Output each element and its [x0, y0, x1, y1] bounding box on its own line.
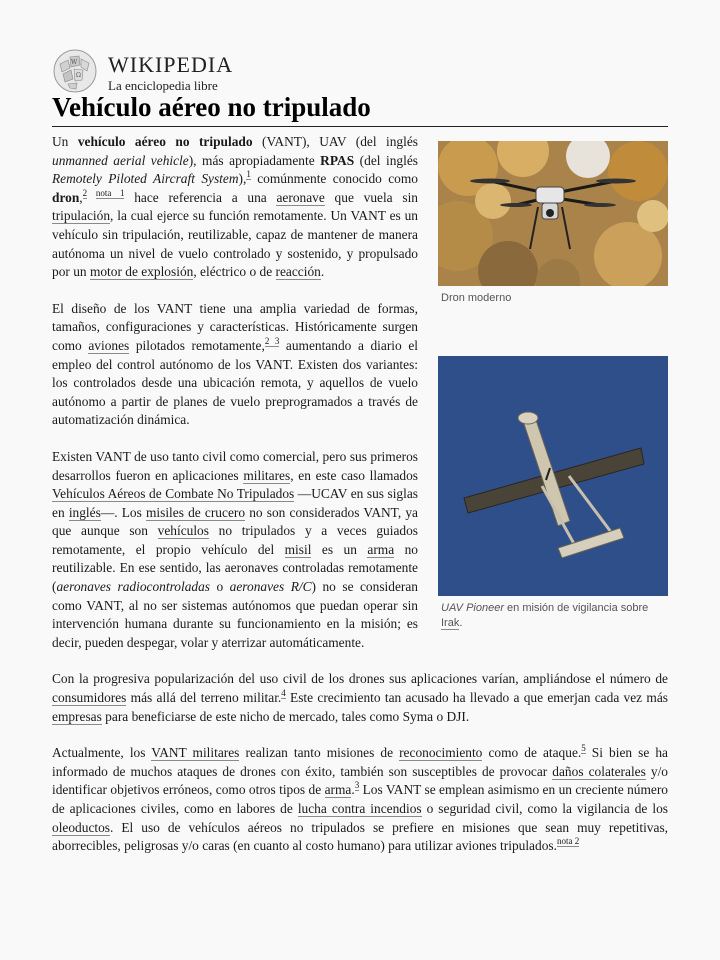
text: (del inglés	[354, 152, 418, 168]
figure-quadcopter	[438, 141, 668, 631]
text: Un	[52, 134, 78, 149]
link-tripulacion[interactable]: tripulación	[52, 208, 111, 224]
term-bold: RPAS	[320, 152, 355, 168]
text: no tripulados y a veces guiados remotamente, el propio vehículo del	[52, 523, 418, 557]
text: realizan tanto misiones de	[239, 745, 400, 761]
text: (VANT), UAV (del inglés	[252, 134, 419, 149]
text: y/o identificar objetivos erróneos, como otros tipos de	[52, 763, 668, 798]
wikipedia-globe-icon[interactable]	[52, 48, 98, 94]
title-divider	[52, 126, 668, 127]
link-aeronave[interactable]: aeronave	[276, 189, 325, 205]
text: aumentando a diario el empleo del control autónomo de los VANT. Existen dos variantes: los controlados desde una ubicación remota, y aquellos de vuelo autónomo a partir de planes de vuelo preprogramados a través de automatización dinámica.	[52, 337, 418, 428]
link-motor-explosion[interactable]: motor de explosión	[89, 264, 194, 280]
reference-link[interactable]: 5	[581, 743, 586, 754]
text: ) no se consideran como VANT, al no ser sistemas autónomos que puedan operar sin intervención humana durante su funcionamiento en la misión; es decir, pueden despegar, volar y aterrizar automáticamente.	[52, 579, 418, 650]
text: Si bien se ha informado de muchos ataques de drones con éxito, también son susceptibles de provocar	[52, 745, 668, 779]
link-reaccion[interactable]: reacción	[275, 264, 321, 280]
text: ),	[238, 171, 247, 187]
text: como de ataque.	[482, 745, 582, 761]
text: hace referencia a una	[124, 189, 277, 205]
reference-link[interactable]: 1	[246, 169, 251, 180]
quadcopter-drone-image[interactable]	[438, 141, 668, 286]
text: —. Los	[100, 504, 146, 520]
text: .	[320, 264, 325, 280]
figure-caption-quadcopter: Dron moderno	[441, 292, 512, 304]
text: no reutilizable. En ese sentido, las aeronaves controladas remotamente (	[52, 541, 418, 595]
link-arma[interactable]: arma	[324, 782, 352, 798]
term-bold: vehículo aéreo no tripulado	[77, 134, 253, 149]
page-title: Vehículo aéreo no tripulado	[52, 92, 371, 122]
figure-spacer	[438, 306, 668, 356]
text: no son considerados VANT, ya que aunque son	[52, 504, 418, 539]
text: Con la progresiva popularización del uso civil de los drones sus aplicaciones varían, ampliándose el número de	[52, 671, 668, 687]
fixed-wing-drone-image[interactable]	[438, 356, 668, 596]
text: es un	[311, 541, 368, 557]
link-arma[interactable]: arma	[367, 541, 395, 557]
text: que vuela sin	[324, 189, 418, 205]
link-vant-militares[interactable]: VANT militares	[151, 745, 240, 761]
text: . El uso de vehículos aéreos no tripulados se prefiere en misiones que sean muy repetitivas, aborrecibles, peligrosas y/o caras (en cuanto al costo humano) para utilizar aviones tripulados.	[52, 819, 668, 854]
reference-link[interactable]: 2	[82, 187, 88, 198]
note-link[interactable]: nota 1	[95, 187, 125, 198]
text: Existen VANT de uso tanto civil como comercial, pero sus primeros desarrollos fueron en aplicaciones	[52, 448, 418, 483]
link-vehiculos[interactable]: vehículos	[157, 523, 209, 539]
text: , en este caso llamados	[290, 467, 418, 483]
link-ucav[interactable]: Vehículos Aéreos de Combate No Tripulados	[52, 486, 295, 502]
text: El diseño de los VANT tiene una amplia variedad de formas, tamaños, configuraciones y características. Históricamente surgen como	[52, 300, 418, 353]
paragraph-current	[52, 744, 668, 856]
link-militares[interactable]: militares	[243, 467, 291, 483]
text: —UCAV en sus siglas en	[52, 486, 419, 520]
term-italic: Remotely Piloted Aircraft System	[52, 171, 239, 187]
article-body	[52, 133, 668, 874]
reference-link[interactable]: 3	[354, 780, 360, 791]
text: o	[210, 579, 230, 595]
text: o seguridad civil, como la vigilancia de los	[421, 801, 668, 816]
link-oleoductos[interactable]: oleoductos	[52, 819, 111, 835]
link-misiles-crucero[interactable]: misiles de crucero	[145, 504, 246, 520]
text: , eléctrico o de	[193, 264, 276, 280]
reference-link[interactable]: 4	[281, 688, 286, 699]
term-bold: dron	[52, 189, 80, 205]
caption-text: en misión de vigilancia sobre	[503, 602, 649, 614]
link-misil[interactable]: misil	[284, 541, 312, 557]
text: Actualmente, los	[52, 745, 152, 761]
caption-end: .	[459, 617, 463, 629]
text: para beneficiarse de este nicho de mercado, tales como Syma o DJI.	[101, 708, 470, 724]
text: , la cual ejerce su función remotamente. Un VANT es un vehículo sin tripulación, reutilizable, capaz de mantener de manera autónoma un nivel de vuelo controlado y sostenido, y propulsado por un	[52, 208, 418, 280]
link-aviones[interactable]: aviones	[88, 337, 130, 353]
term-italic: aeronaves radiocontroladas	[56, 579, 210, 595]
text: comúnmente conocido como	[250, 171, 418, 187]
term-italic: unmanned aerial vehicle	[52, 152, 189, 168]
text: Este crecimiento tan acusado ha llevado a que emerjan cada vez más	[285, 690, 668, 706]
link-consumidores[interactable]: consumidores	[52, 690, 127, 706]
text: Los VANT se emplean asimismo en un creciente número de aplicaciones civiles, como en labores de	[52, 782, 668, 816]
figure-caption-uav-pioneer	[441, 601, 668, 631]
link-lucha-incendios[interactable]: lucha contra incendios	[297, 801, 422, 816]
link-empresas[interactable]: empresas	[52, 708, 102, 724]
site-tagline: La enciclopedia libre	[108, 78, 218, 93]
text: más allá del terreno militar.	[126, 690, 282, 706]
text: ,	[79, 189, 83, 205]
text: .	[351, 782, 355, 798]
link-ingles[interactable]: inglés	[68, 504, 101, 520]
svg-text:W: W	[71, 59, 78, 66]
paragraph-civil	[52, 670, 668, 726]
link-irak[interactable]: Irak	[441, 617, 460, 629]
caption-uav-name: UAV Pioneer	[441, 602, 504, 614]
reference-link[interactable]: 2 3	[264, 335, 280, 346]
link-danos-colaterales[interactable]: daños colaterales	[552, 763, 646, 779]
term-italic: aeronaves R/C	[229, 579, 312, 595]
link-reconocimiento[interactable]: reconocimiento	[399, 745, 483, 761]
site-wordmark[interactable]: WIKIPEDIA	[108, 52, 234, 77]
text: ), más apropiadamente	[188, 152, 321, 168]
note-link[interactable]: nota 2	[556, 836, 580, 847]
text: pilotados remotamente,	[129, 337, 265, 353]
svg-text:Ω: Ω	[76, 72, 81, 79]
